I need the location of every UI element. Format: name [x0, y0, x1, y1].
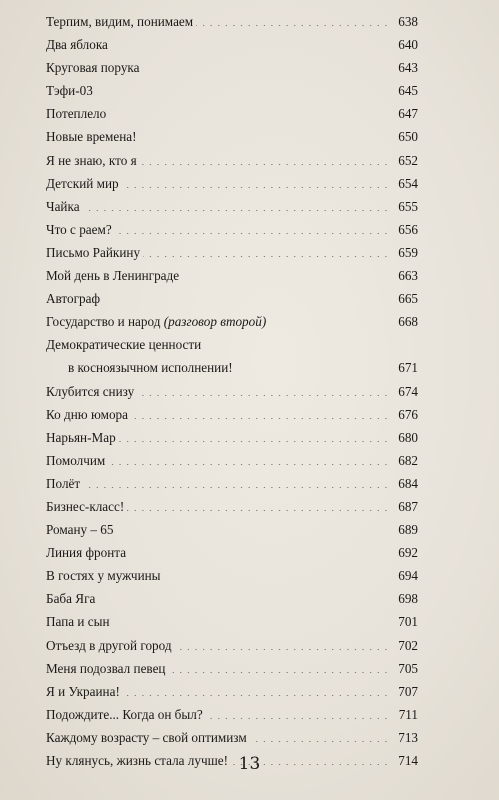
- entry-title: Ко дню юмора: [46, 406, 129, 422]
- entry-page: 645: [398, 83, 418, 99]
- entry-page: 714: [398, 753, 418, 768]
- entry-title: Клубится снизу: [46, 383, 135, 399]
- dot-leader: [113, 612, 388, 627]
- toc-entry: [46, 426, 418, 449]
- toc-entry: [46, 380, 418, 403]
- dot-leader: [140, 127, 388, 142]
- dot-leader: [83, 473, 388, 488]
- table-of-contents: [46, 10, 418, 772]
- toc-entry: [46, 333, 418, 379]
- toc-entry: [46, 703, 418, 726]
- dot-leader: [122, 173, 388, 188]
- dot-leader: [83, 196, 388, 211]
- entry-title: Тэфи-03: [46, 83, 93, 99]
- entry-page: 647: [398, 106, 418, 122]
- entry-page: 702: [398, 637, 418, 653]
- entry-page: 663: [398, 268, 418, 284]
- entry-title: Каждому возрасту – свой оптимизм: [46, 729, 247, 745]
- dot-leader: [142, 58, 388, 73]
- toc-entry: [46, 564, 418, 587]
- entry-page: 711: [398, 706, 418, 722]
- entry-title: Что с раем?: [46, 221, 112, 237]
- dot-leader: [116, 520, 388, 535]
- toc-entry: [46, 587, 418, 610]
- dot-leader: [137, 381, 388, 396]
- dot-leader: [119, 427, 388, 442]
- entry-page: 689: [398, 522, 418, 538]
- entry-page: 698: [398, 591, 418, 607]
- entry-page: 655: [398, 198, 418, 214]
- dot-leader: [196, 11, 388, 26]
- entry-title: Я и Украина!: [46, 683, 120, 699]
- entry-page: 643: [398, 60, 418, 76]
- entry-page: 665: [398, 291, 418, 307]
- dot-leader: [182, 266, 388, 281]
- entry-page: 676: [398, 406, 418, 422]
- dot-leader: [269, 312, 388, 327]
- toc-entry: [46, 241, 418, 264]
- dot-leader: [123, 681, 388, 696]
- toc-entry: [46, 310, 418, 333]
- entry-title: Бизнес-класс!: [46, 498, 125, 514]
- toc-entry: [46, 10, 418, 33]
- entry-title: Демократические ценности: [46, 337, 202, 353]
- toc-entry: [46, 518, 418, 541]
- entry-title: В гостях у мужчины: [46, 568, 161, 584]
- toc-entry: [46, 541, 418, 564]
- dot-leader: [111, 35, 388, 50]
- entry-page: 652: [398, 152, 418, 168]
- dot-leader: [140, 150, 388, 165]
- entry-title-italic: (разговор второй): [163, 314, 267, 330]
- toc-entry: [46, 634, 418, 657]
- entry-page: 682: [398, 452, 418, 468]
- entry-page: 687: [398, 498, 418, 514]
- toc-entry: [46, 125, 418, 148]
- dot-leader: [206, 704, 388, 719]
- toc-entry: [46, 79, 418, 102]
- entry-title: Роману – 65: [46, 522, 114, 538]
- toc-entry: [46, 172, 418, 195]
- entry-title: Баба Яга: [46, 591, 96, 607]
- entry-page: 705: [398, 660, 418, 676]
- entry-title: Ну клянусь, жизнь стала лучше!: [46, 753, 229, 768]
- dot-leader: [103, 289, 388, 304]
- dot-leader: [236, 358, 388, 373]
- entry-title: Чайка: [46, 198, 80, 214]
- dot-leader: [164, 566, 388, 581]
- entry-page: 692: [398, 545, 418, 561]
- entry-title: Меня подозвал певец: [46, 660, 166, 676]
- toc-entry: [46, 264, 418, 287]
- toc-entry: [46, 495, 418, 518]
- entry-title: Два яблока: [46, 37, 108, 53]
- page-number: 13: [238, 754, 261, 774]
- dot-leader: [168, 658, 388, 673]
- dot-leader: [250, 727, 388, 742]
- toc-entry: [46, 726, 418, 749]
- dot-leader: [129, 543, 388, 558]
- dot-leader: [127, 496, 388, 511]
- entry-title: Я не знаю, кто я: [46, 152, 137, 168]
- entry-page: 654: [398, 175, 418, 191]
- entry-title: Подождите... Когда он был?: [46, 706, 203, 722]
- toc-entry: [46, 657, 418, 680]
- entry-page: 684: [398, 475, 418, 491]
- entry-title: Мой день в Ленинграде: [46, 268, 180, 284]
- entry-page: 707: [398, 683, 418, 699]
- entry-title: Письмо Райкину: [46, 244, 141, 260]
- entry-title: Детский мир: [46, 175, 119, 191]
- entry-page: 713: [398, 729, 418, 745]
- dot-leader: [115, 219, 388, 234]
- entry-title: Нарьян-Мар: [46, 429, 116, 445]
- toc-entry: [46, 218, 418, 241]
- toc-entry: [46, 102, 418, 125]
- entry-page: 674: [398, 383, 418, 399]
- entry-title: Помолчим: [46, 452, 106, 468]
- toc-entry: [46, 680, 418, 703]
- entry-title: Потеплело: [46, 106, 107, 122]
- entry-title: Терпим, видим, понимаем: [46, 14, 194, 29]
- dot-leader: [108, 450, 388, 465]
- toc-entry: [46, 403, 418, 426]
- toc-entry: [46, 149, 418, 172]
- entry-page: 640: [398, 37, 418, 53]
- dot-leader: [175, 635, 388, 650]
- entry-title: Линия фронта: [46, 545, 127, 561]
- toc-entry: [46, 449, 418, 472]
- toc-entry: [46, 287, 418, 310]
- entry-page: 659: [398, 244, 418, 260]
- entry-page: 650: [398, 129, 418, 145]
- toc-entry: [46, 610, 418, 633]
- entry-title: Папа и сын: [46, 614, 110, 630]
- dot-leader: [143, 242, 388, 257]
- entry-title: Полёт: [46, 475, 81, 491]
- entry-title: Новые времена!: [46, 129, 137, 145]
- toc-entry: [46, 195, 418, 218]
- dot-leader: [98, 589, 388, 604]
- entry-page: 680: [398, 429, 418, 445]
- entry-title: [46, 310, 266, 333]
- entry-page: 671: [398, 360, 418, 376]
- entry-title-continued: в косноязычном исполнении!: [68, 360, 233, 376]
- entry-page: 694: [398, 568, 418, 584]
- entry-page: 668: [398, 314, 418, 330]
- toc-entry: [46, 472, 418, 495]
- dot-leader: [96, 81, 388, 96]
- entry-title-main: Государство и народ: [46, 314, 164, 330]
- entry-page: 638: [398, 14, 418, 29]
- dot-leader: [109, 104, 388, 119]
- toc-entry: [46, 56, 418, 79]
- dot-leader: [131, 404, 388, 419]
- toc-entry: [46, 33, 418, 56]
- entry-title: Отъезд в другой город: [46, 637, 172, 653]
- entry-page: 656: [398, 221, 418, 237]
- entry-title: Автограф: [46, 291, 101, 307]
- entry-title: Круговая порука: [46, 60, 140, 76]
- entry-page: 701: [398, 614, 418, 630]
